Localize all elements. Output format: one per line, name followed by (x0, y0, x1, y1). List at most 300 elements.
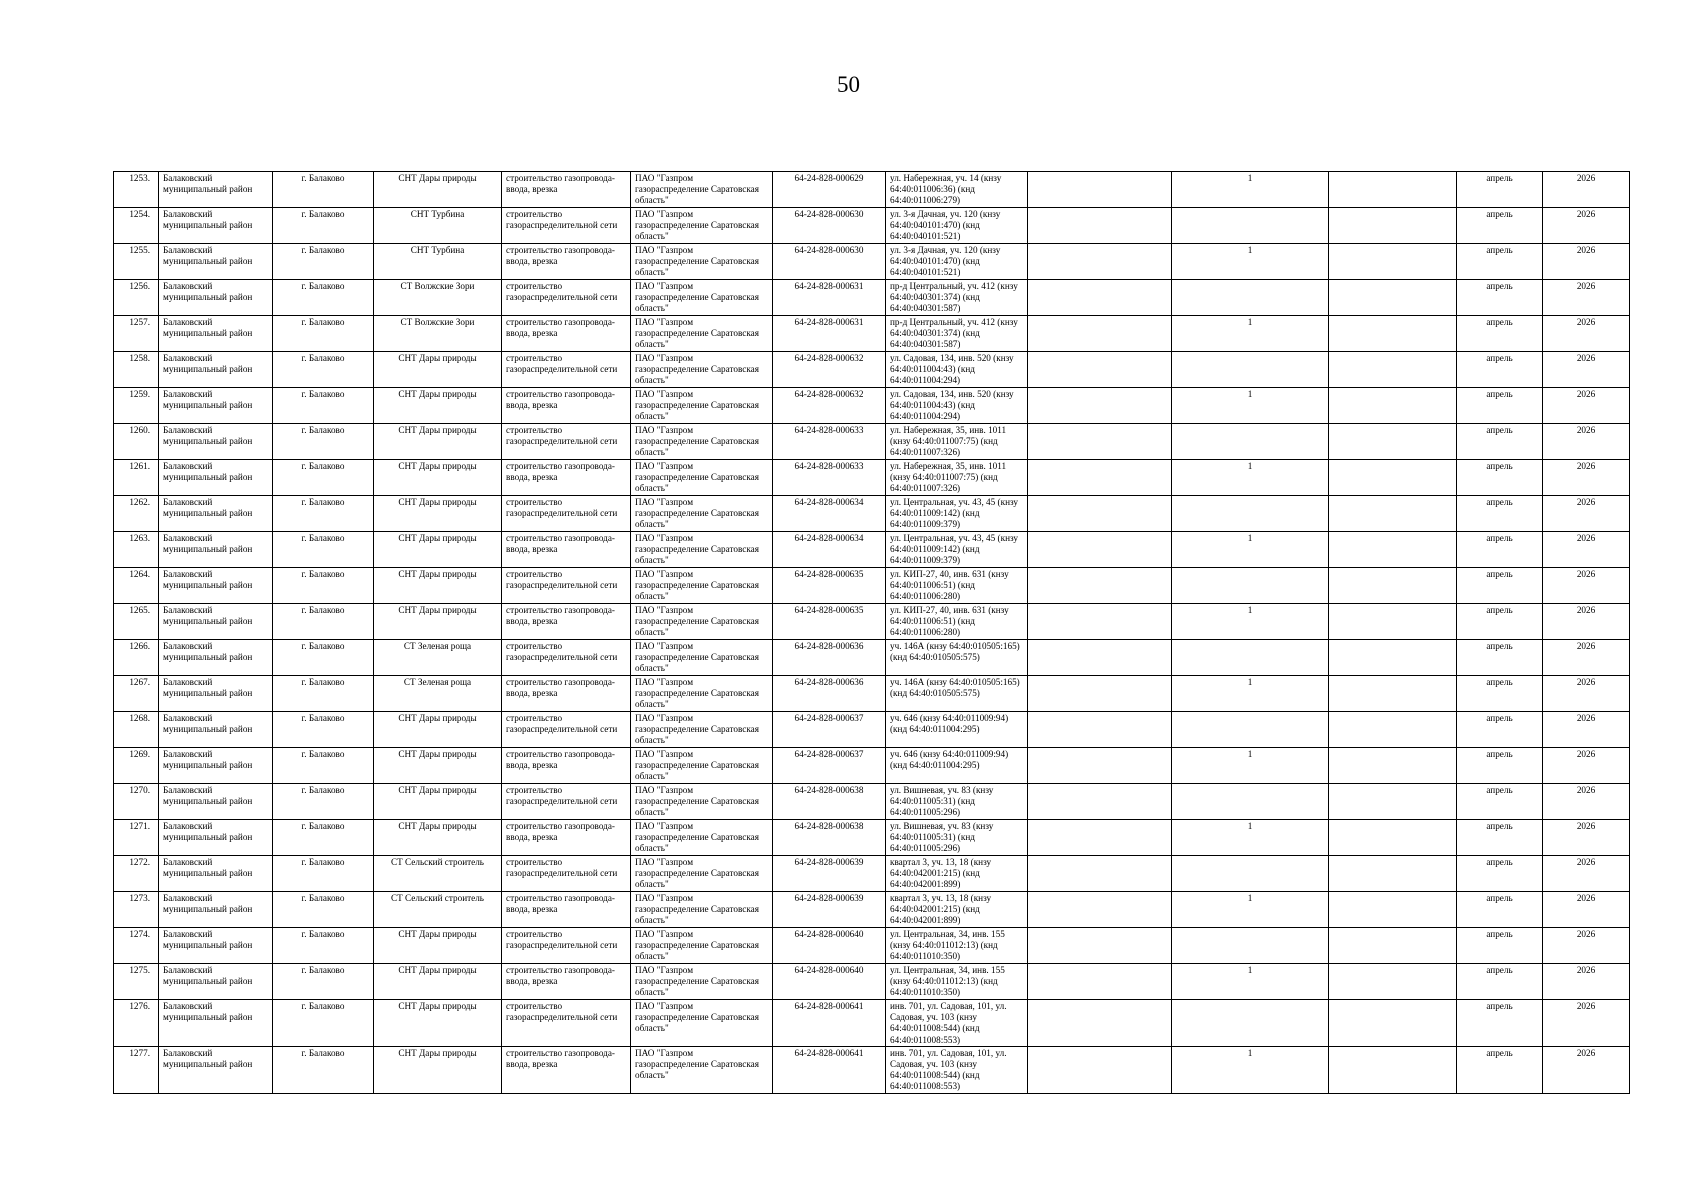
work-type-cell: строительство газораспределительной сети (502, 712, 631, 748)
work-type-cell: строительство газопровода-ввода, врезка (502, 172, 631, 208)
city-cell: г. Балаково (273, 424, 374, 460)
month-cell: апрель (1457, 964, 1543, 1000)
empty-cell (1028, 1000, 1172, 1047)
organization-cell: ПАО "Газпром газораспределение Саратовская область" (631, 460, 773, 496)
table-row (114, 856, 1630, 892)
year-cell: 2026 (1543, 892, 1630, 928)
row-number-cell: 1272. (114, 856, 159, 892)
organization-cell: ПАО "Газпром газораспределение Саратовская область" (631, 532, 773, 568)
table-row (114, 316, 1630, 352)
work-type-cell: строительство газораспределительной сети (502, 424, 631, 460)
month-cell: апрель (1457, 676, 1543, 712)
settlement-cell: СНТ Дары природы (374, 460, 502, 496)
district-cell: Балаковский муниципальный район (159, 280, 273, 316)
code-cell: 64-24-828-000638 (773, 820, 886, 856)
address-cell: ул. Набережная, 35, инв. 1011 (кнзу 64:40:011007:75) (кнд 64:40:011007:326) (886, 424, 1028, 460)
year-cell: 2026 (1543, 856, 1630, 892)
month-cell: апрель (1457, 172, 1543, 208)
month-cell: апрель (1457, 928, 1543, 964)
code-cell: 64-24-828-000631 (773, 316, 886, 352)
city-cell: г. Балаково (273, 1000, 374, 1047)
empty-cell (1329, 388, 1457, 424)
empty-cell (1329, 1000, 1457, 1047)
code-cell: 64-24-828-000637 (773, 712, 886, 748)
empty-cell (1028, 676, 1172, 712)
code-cell: 64-24-828-000633 (773, 460, 886, 496)
work-type-cell: строительство газопровода-ввода, врезка (502, 532, 631, 568)
data-table (113, 171, 1630, 1094)
year-cell: 2026 (1543, 784, 1630, 820)
empty-cell (1028, 496, 1172, 532)
year-cell: 2026 (1543, 676, 1630, 712)
empty-cell (1329, 496, 1457, 532)
address-cell: ул. Набережная, уч. 14 (кнзу 64:40:011006:36) (кнд 64:40:011006:279) (886, 172, 1028, 208)
work-type-cell: строительство газораспределительной сети (502, 928, 631, 964)
district-cell: Балаковский муниципальный район (159, 496, 273, 532)
settlement-cell: СНТ Турбина (374, 244, 502, 280)
work-type-cell: строительство газопровода-ввода, врезка (502, 964, 631, 1000)
row-number-cell: 1275. (114, 964, 159, 1000)
settlement-cell: СТ Зеленая роща (374, 676, 502, 712)
organization-cell: ПАО "Газпром газораспределение Саратовская область" (631, 568, 773, 604)
table-row (114, 1046, 1630, 1093)
organization-cell: ПАО "Газпром газораспределение Саратовская область" (631, 820, 773, 856)
year-cell: 2026 (1543, 388, 1630, 424)
code-cell: 64-24-828-000641 (773, 1000, 886, 1047)
city-cell: г. Балаково (273, 964, 374, 1000)
month-cell: апрель (1457, 208, 1543, 244)
empty-cell (1329, 424, 1457, 460)
address-cell: ул. Центральная, уч. 43, 45 (кнзу 64:40:011009:142) (кнд 64:40:011009:379) (886, 532, 1028, 568)
organization-cell: ПАО "Газпром газораспределение Саратовская область" (631, 208, 773, 244)
empty-cell (1028, 856, 1172, 892)
settlement-cell: СТ Волжские Зори (374, 316, 502, 352)
district-cell: Балаковский муниципальный район (159, 604, 273, 640)
settlement-cell: СНТ Дары природы (374, 784, 502, 820)
empty-cell (1028, 784, 1172, 820)
year-cell: 2026 (1543, 316, 1630, 352)
empty-cell (1028, 604, 1172, 640)
code-cell: 64-24-828-000632 (773, 388, 886, 424)
month-cell: апрель (1457, 1046, 1543, 1093)
quantity-cell: 1 (1172, 676, 1329, 712)
work-type-cell: строительство газопровода-ввода, врезка (502, 820, 631, 856)
year-cell: 2026 (1543, 1000, 1630, 1047)
month-cell: апрель (1457, 784, 1543, 820)
row-number-cell: 1274. (114, 928, 159, 964)
work-type-cell: строительство газопровода-ввода, врезка (502, 604, 631, 640)
month-cell: апрель (1457, 532, 1543, 568)
district-cell: Балаковский муниципальный район (159, 712, 273, 748)
work-type-cell: строительство газораспределительной сети (502, 784, 631, 820)
month-cell: апрель (1457, 352, 1543, 388)
empty-cell (1329, 244, 1457, 280)
address-cell: ул. КИП-27, 40, инв. 631 (кнзу 64:40:011006:51) (кнд 64:40:011006:280) (886, 604, 1028, 640)
empty-cell (1028, 928, 1172, 964)
empty-cell (1028, 568, 1172, 604)
organization-cell: ПАО "Газпром газораспределение Саратовская область" (631, 892, 773, 928)
year-cell: 2026 (1543, 964, 1630, 1000)
address-cell: ул. Набережная, 35, инв. 1011 (кнзу 64:40:011007:75) (кнд 64:40:011007:326) (886, 460, 1028, 496)
empty-cell (1028, 280, 1172, 316)
month-cell: апрель (1457, 244, 1543, 280)
address-cell: ул. Вишневая, уч. 83 (кнзу 64:40:011005:31) (кнд 64:40:011005:296) (886, 820, 1028, 856)
district-cell: Балаковский муниципальный район (159, 856, 273, 892)
quantity-cell: 1 (1172, 964, 1329, 1000)
district-cell: Балаковский муниципальный район (159, 316, 273, 352)
settlement-cell: СТ Волжские Зори (374, 280, 502, 316)
city-cell: г. Балаково (273, 856, 374, 892)
organization-cell: ПАО "Газпром газораспределение Саратовская область" (631, 352, 773, 388)
quantity-cell: 1 (1172, 1046, 1329, 1093)
city-cell: г. Балаково (273, 460, 374, 496)
organization-cell: ПАО "Газпром газораспределение Саратовская область" (631, 964, 773, 1000)
city-cell: г. Балаково (273, 388, 374, 424)
work-type-cell: строительство газораспределительной сети (502, 496, 631, 532)
quantity-cell (1172, 496, 1329, 532)
district-cell: Балаковский муниципальный район (159, 388, 273, 424)
code-cell: 64-24-828-000636 (773, 640, 886, 676)
empty-cell (1329, 784, 1457, 820)
month-cell: апрель (1457, 892, 1543, 928)
settlement-cell: СНТ Дары природы (374, 748, 502, 784)
code-cell: 64-24-828-000640 (773, 964, 886, 1000)
city-cell: г. Балаково (273, 172, 374, 208)
settlement-cell: СНТ Дары природы (374, 388, 502, 424)
address-cell: ул. Центральная, 34, инв. 155 (кнзу 64:40:011012:13) (кнд 64:40:011010:350) (886, 964, 1028, 1000)
district-cell: Балаковский муниципальный район (159, 928, 273, 964)
empty-cell (1028, 712, 1172, 748)
code-cell: 64-24-828-000638 (773, 784, 886, 820)
organization-cell: ПАО "Газпром газораспределение Саратовская область" (631, 712, 773, 748)
city-cell: г. Балаково (273, 568, 374, 604)
work-type-cell: строительство газораспределительной сети (502, 568, 631, 604)
table-row (114, 1000, 1630, 1047)
address-cell: уч. 146А (кнзу 64:40:010505:165) (кнд 64:40:010505:575) (886, 676, 1028, 712)
empty-cell (1329, 748, 1457, 784)
work-type-cell: строительство газораспределительной сети (502, 640, 631, 676)
table-row (114, 892, 1630, 928)
quantity-cell (1172, 424, 1329, 460)
table-row (114, 820, 1630, 856)
year-cell: 2026 (1543, 604, 1630, 640)
month-cell: апрель (1457, 640, 1543, 676)
code-cell: 64-24-828-000639 (773, 856, 886, 892)
year-cell: 2026 (1543, 748, 1630, 784)
year-cell: 2026 (1543, 820, 1630, 856)
city-cell: г. Балаково (273, 748, 374, 784)
empty-cell (1028, 316, 1172, 352)
address-cell: ул. Вишневая, уч. 83 (кнзу 64:40:011005:31) (кнд 64:40:011005:296) (886, 784, 1028, 820)
code-cell: 64-24-828-000629 (773, 172, 886, 208)
empty-cell (1329, 640, 1457, 676)
city-cell: г. Балаково (273, 712, 374, 748)
empty-cell (1329, 676, 1457, 712)
empty-cell (1329, 532, 1457, 568)
code-cell: 64-24-828-000637 (773, 748, 886, 784)
city-cell: г. Балаково (273, 244, 374, 280)
empty-cell (1028, 748, 1172, 784)
organization-cell: ПАО "Газпром газораспределение Саратовская область" (631, 496, 773, 532)
quantity-cell (1172, 928, 1329, 964)
code-cell: 64-24-828-000630 (773, 244, 886, 280)
quantity-cell: 1 (1172, 460, 1329, 496)
table-row (114, 532, 1630, 568)
address-cell: квартал 3, уч. 13, 18 (кнзу 64:40:042001:215) (кнд 64:40:042001:899) (886, 856, 1028, 892)
city-cell: г. Балаково (273, 208, 374, 244)
code-cell: 64-24-828-000639 (773, 892, 886, 928)
table-row (114, 280, 1630, 316)
month-cell: апрель (1457, 496, 1543, 532)
quantity-cell (1172, 640, 1329, 676)
empty-cell (1329, 568, 1457, 604)
table-row (114, 352, 1630, 388)
address-cell: уч. 646 (кнзу 64:40:011009:94) (кнд 64:40:011004:295) (886, 748, 1028, 784)
city-cell: г. Балаково (273, 532, 374, 568)
settlement-cell: СНТ Дары природы (374, 604, 502, 640)
month-cell: апрель (1457, 460, 1543, 496)
code-cell: 64-24-828-000635 (773, 568, 886, 604)
quantity-cell (1172, 352, 1329, 388)
settlement-cell: СТ Сельский строитель (374, 856, 502, 892)
city-cell: г. Балаково (273, 784, 374, 820)
city-cell: г. Балаково (273, 820, 374, 856)
settlement-cell: СНТ Дары природы (374, 1046, 502, 1093)
quantity-cell: 1 (1172, 748, 1329, 784)
address-cell: ул. Садовая, 134, инв. 520 (кнзу 64:40:011004:43) (кнд 64:40:011004:294) (886, 388, 1028, 424)
organization-cell: ПАО "Газпром газораспределение Саратовская область" (631, 172, 773, 208)
district-cell: Балаковский муниципальный район (159, 640, 273, 676)
empty-cell (1028, 352, 1172, 388)
work-type-cell: строительство газопровода-ввода, врезка (502, 460, 631, 496)
month-cell: апрель (1457, 856, 1543, 892)
year-cell: 2026 (1543, 424, 1630, 460)
settlement-cell: СНТ Турбина (374, 208, 502, 244)
quantity-cell (1172, 856, 1329, 892)
work-type-cell: строительство газопровода-ввода, врезка (502, 244, 631, 280)
code-cell: 64-24-828-000630 (773, 208, 886, 244)
organization-cell: ПАО "Газпром газораспределение Саратовская область" (631, 604, 773, 640)
district-cell: Балаковский муниципальный район (159, 172, 273, 208)
empty-cell (1028, 964, 1172, 1000)
empty-cell (1329, 208, 1457, 244)
quantity-cell: 1 (1172, 172, 1329, 208)
year-cell: 2026 (1543, 244, 1630, 280)
table-row (114, 604, 1630, 640)
organization-cell: ПАО "Газпром газораспределение Саратовская область" (631, 640, 773, 676)
month-cell: апрель (1457, 1000, 1543, 1047)
city-cell: г. Балаково (273, 352, 374, 388)
district-cell: Балаковский муниципальный район (159, 784, 273, 820)
organization-cell: ПАО "Газпром газораспределение Саратовская область" (631, 784, 773, 820)
table-row (114, 928, 1630, 964)
table-row (114, 208, 1630, 244)
month-cell: апрель (1457, 820, 1543, 856)
code-cell: 64-24-828-000640 (773, 928, 886, 964)
code-cell: 64-24-828-000632 (773, 352, 886, 388)
address-cell: ул. 3-я Дачная, уч. 120 (кнзу 64:40:040101:470) (кнд 64:40:040101:521) (886, 244, 1028, 280)
code-cell: 64-24-828-000635 (773, 604, 886, 640)
empty-cell (1329, 856, 1457, 892)
district-cell: Балаковский муниципальный район (159, 532, 273, 568)
code-cell: 64-24-828-000641 (773, 1046, 886, 1093)
table-row (114, 676, 1630, 712)
row-number-cell: 1270. (114, 784, 159, 820)
table-row (114, 712, 1630, 748)
settlement-cell: СНТ Дары природы (374, 712, 502, 748)
empty-cell (1329, 712, 1457, 748)
table-row (114, 388, 1630, 424)
month-cell: апрель (1457, 424, 1543, 460)
empty-cell (1329, 1046, 1457, 1093)
row-number-cell: 1265. (114, 604, 159, 640)
organization-cell: ПАО "Газпром газораспределение Саратовская область" (631, 424, 773, 460)
row-number-cell: 1253. (114, 172, 159, 208)
table-row (114, 640, 1630, 676)
row-number-cell: 1259. (114, 388, 159, 424)
organization-cell: ПАО "Газпром газораспределение Саратовская область" (631, 244, 773, 280)
row-number-cell: 1276. (114, 1000, 159, 1047)
empty-cell (1329, 964, 1457, 1000)
row-number-cell: 1257. (114, 316, 159, 352)
work-type-cell: строительство газораспределительной сети (502, 1000, 631, 1047)
address-cell: ул. Садовая, 134, инв. 520 (кнзу 64:40:011004:43) (кнд 64:40:011004:294) (886, 352, 1028, 388)
empty-cell (1028, 460, 1172, 496)
row-number-cell: 1273. (114, 892, 159, 928)
work-type-cell: строительство газопровода-ввода, врезка (502, 892, 631, 928)
empty-cell (1329, 172, 1457, 208)
district-cell: Балаковский муниципальный район (159, 748, 273, 784)
year-cell: 2026 (1543, 280, 1630, 316)
row-number-cell: 1271. (114, 820, 159, 856)
quantity-cell (1172, 712, 1329, 748)
organization-cell: ПАО "Газпром газораспределение Саратовская область" (631, 676, 773, 712)
row-number-cell: 1260. (114, 424, 159, 460)
empty-cell (1028, 820, 1172, 856)
settlement-cell: СНТ Дары природы (374, 496, 502, 532)
organization-cell: ПАО "Газпром газораспределение Саратовская область" (631, 1046, 773, 1093)
district-cell: Балаковский муниципальный район (159, 460, 273, 496)
organization-cell: ПАО "Газпром газораспределение Саратовская область" (631, 748, 773, 784)
year-cell: 2026 (1543, 352, 1630, 388)
empty-cell (1028, 640, 1172, 676)
code-cell: 64-24-828-000633 (773, 424, 886, 460)
district-cell: Балаковский муниципальный район (159, 244, 273, 280)
empty-cell (1028, 388, 1172, 424)
work-type-cell: строительство газораспределительной сети (502, 352, 631, 388)
settlement-cell: СНТ Дары природы (374, 172, 502, 208)
row-number-cell: 1258. (114, 352, 159, 388)
district-cell: Балаковский муниципальный район (159, 1046, 273, 1093)
work-type-cell: строительство газопровода-ввода, врезка (502, 316, 631, 352)
year-cell: 2026 (1543, 712, 1630, 748)
settlement-cell: СНТ Дары природы (374, 820, 502, 856)
code-cell: 64-24-828-000634 (773, 532, 886, 568)
year-cell: 2026 (1543, 1046, 1630, 1093)
year-cell: 2026 (1543, 172, 1630, 208)
city-cell: г. Балаково (273, 604, 374, 640)
table-row (114, 460, 1630, 496)
district-cell: Балаковский муниципальный район (159, 208, 273, 244)
quantity-cell (1172, 1000, 1329, 1047)
row-number-cell: 1256. (114, 280, 159, 316)
row-number-cell: 1255. (114, 244, 159, 280)
work-type-cell: строительство газораспределительной сети (502, 208, 631, 244)
year-cell: 2026 (1543, 208, 1630, 244)
address-cell: пр-д Центральный, уч. 412 (кнзу 64:40:040301:374) (кнд 64:40:040301:587) (886, 280, 1028, 316)
table-row (114, 784, 1630, 820)
settlement-cell: СНТ Дары природы (374, 928, 502, 964)
city-cell: г. Балаково (273, 496, 374, 532)
city-cell: г. Балаково (273, 1046, 374, 1093)
district-cell: Балаковский муниципальный район (159, 568, 273, 604)
organization-cell: ПАО "Газпром газораспределение Саратовская область" (631, 316, 773, 352)
month-cell: апрель (1457, 388, 1543, 424)
settlement-cell: СТ Сельский строитель (374, 892, 502, 928)
quantity-cell: 1 (1172, 316, 1329, 352)
month-cell: апрель (1457, 316, 1543, 352)
empty-cell (1028, 208, 1172, 244)
settlement-cell: СНТ Дары природы (374, 1000, 502, 1047)
month-cell: апрель (1457, 280, 1543, 316)
quantity-cell: 1 (1172, 820, 1329, 856)
table-row (114, 748, 1630, 784)
district-cell: Балаковский муниципальный район (159, 676, 273, 712)
settlement-cell: СНТ Дары природы (374, 964, 502, 1000)
city-cell: г. Балаково (273, 640, 374, 676)
city-cell: г. Балаково (273, 316, 374, 352)
code-cell: 64-24-828-000634 (773, 496, 886, 532)
quantity-cell: 1 (1172, 388, 1329, 424)
city-cell: г. Балаково (273, 928, 374, 964)
table-row (114, 568, 1630, 604)
empty-cell (1329, 316, 1457, 352)
work-type-cell: строительство газопровода-ввода, врезка (502, 748, 631, 784)
quantity-cell (1172, 784, 1329, 820)
empty-cell (1028, 892, 1172, 928)
quantity-cell: 1 (1172, 532, 1329, 568)
organization-cell: ПАО "Газпром газораспределение Саратовская область" (631, 928, 773, 964)
organization-cell: ПАО "Газпром газораспределение Саратовская область" (631, 280, 773, 316)
empty-cell (1329, 928, 1457, 964)
settlement-cell: СНТ Дары природы (374, 568, 502, 604)
organization-cell: ПАО "Газпром газораспределение Саратовская область" (631, 388, 773, 424)
page-number: 50 (837, 72, 860, 97)
year-cell: 2026 (1543, 640, 1630, 676)
table-row (114, 172, 1630, 208)
table-row (114, 244, 1630, 280)
row-number-cell: 1267. (114, 676, 159, 712)
district-cell: Балаковский муниципальный район (159, 820, 273, 856)
empty-cell (1028, 532, 1172, 568)
district-cell: Балаковский муниципальный район (159, 1000, 273, 1047)
row-number-cell: 1268. (114, 712, 159, 748)
row-number-cell: 1277. (114, 1046, 159, 1093)
month-cell: апрель (1457, 748, 1543, 784)
table-row (114, 424, 1630, 460)
empty-cell (1329, 280, 1457, 316)
settlement-cell: СТ Зеленая роща (374, 640, 502, 676)
settlement-cell: СНТ Дары природы (374, 424, 502, 460)
empty-cell (1329, 460, 1457, 496)
district-cell: Балаковский муниципальный район (159, 892, 273, 928)
empty-cell (1329, 604, 1457, 640)
row-number-cell: 1262. (114, 496, 159, 532)
year-cell: 2026 (1543, 928, 1630, 964)
address-cell: ул. КИП-27, 40, инв. 631 (кнзу 64:40:011006:51) (кнд 64:40:011006:280) (886, 568, 1028, 604)
city-cell: г. Балаково (273, 280, 374, 316)
city-cell: г. Балаково (273, 676, 374, 712)
